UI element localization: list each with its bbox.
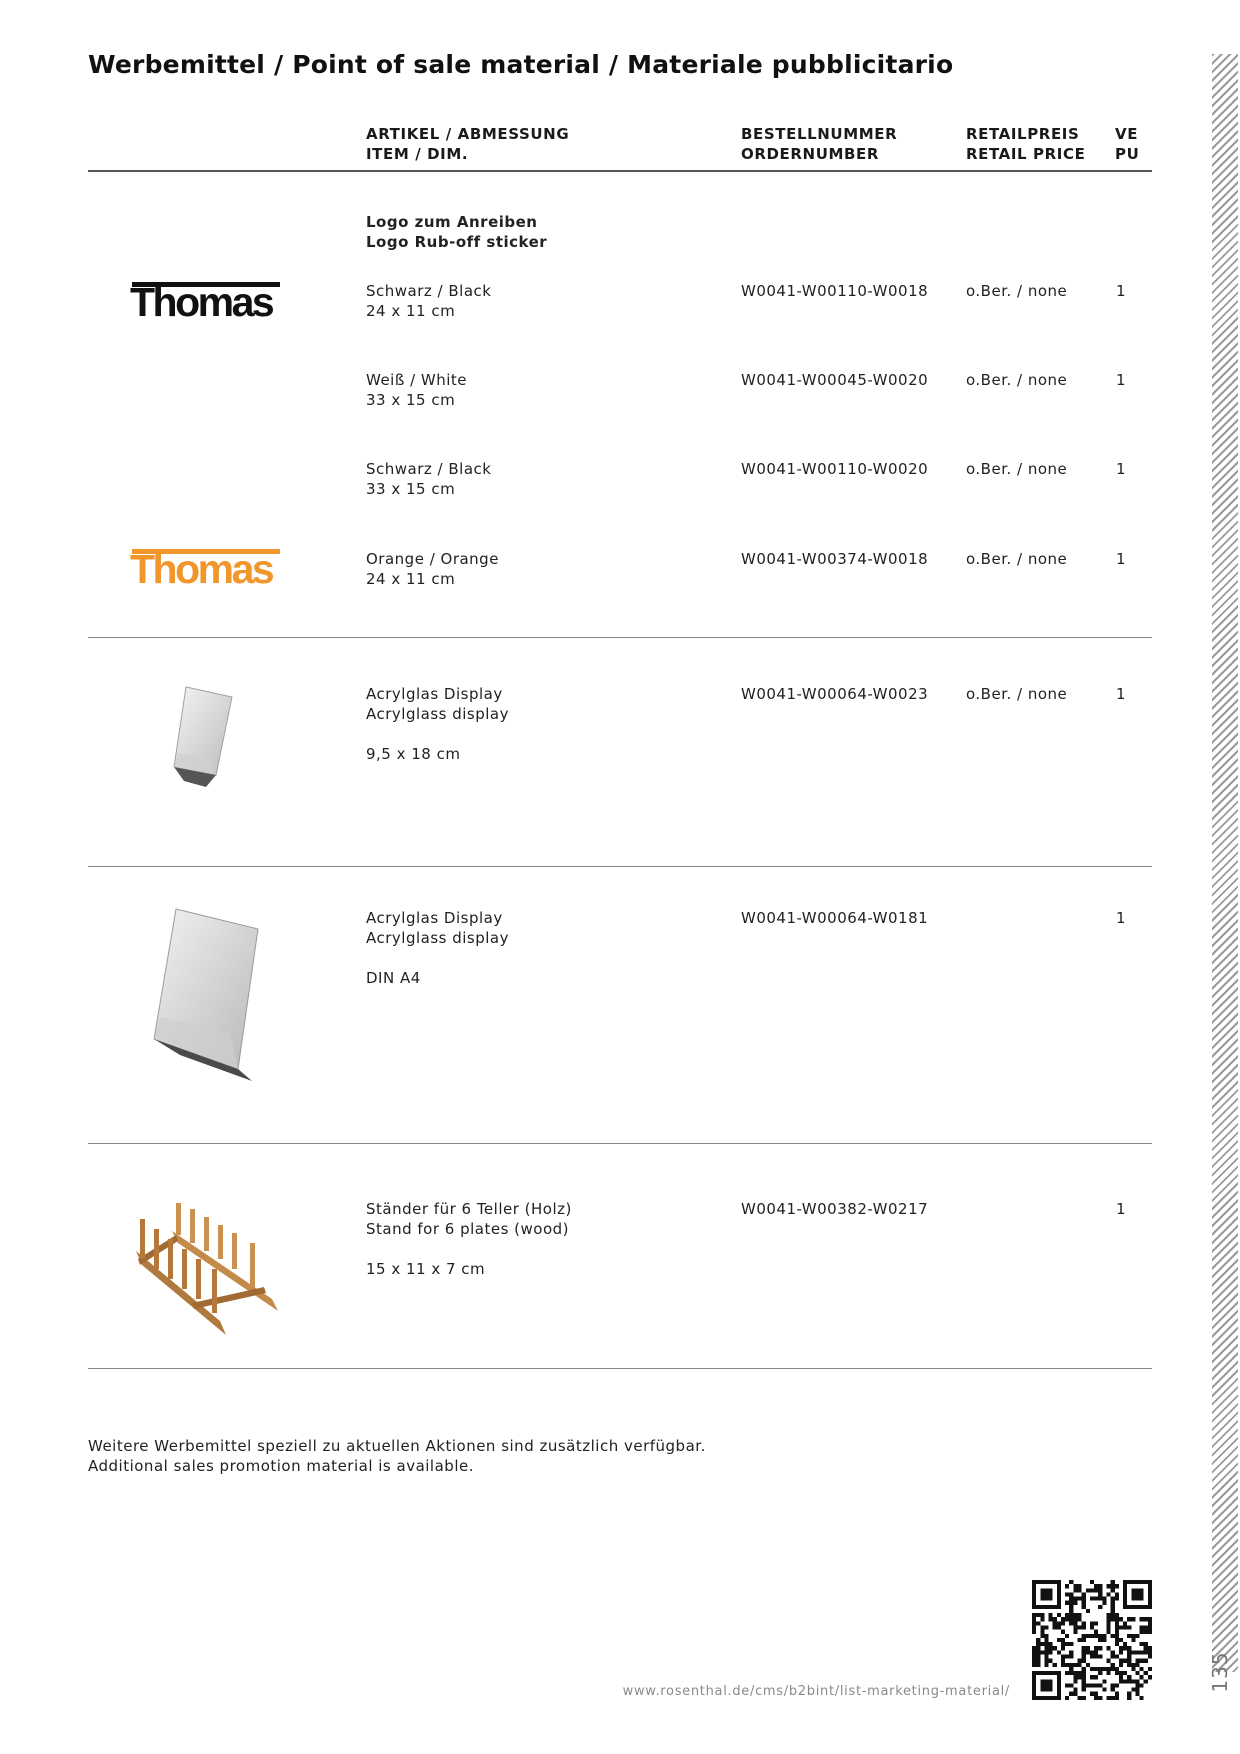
stand-order: W0041-W00382-W0217 xyxy=(741,1200,929,1218)
acryl-a4-order: W0041-W00064-W0181 xyxy=(741,909,929,927)
logo-row-3-order: W0041-W00110-W0020 xyxy=(741,460,929,478)
header-price xyxy=(966,124,1085,164)
logo-row-4-item: Orange / Orange xyxy=(366,550,499,568)
logo-row-4-order: W0041-W00374-W0018 xyxy=(741,550,929,568)
logo-row-3-item: Schwarz / Black xyxy=(366,460,492,478)
logo-text: Thomas xyxy=(130,279,273,325)
header-order-de: BESTELLNUMMER xyxy=(741,125,898,143)
logo-row-1-item: Schwarz / Black xyxy=(366,282,492,300)
section-divider xyxy=(88,1143,1152,1144)
footer-note xyxy=(88,1436,706,1476)
footer-line-de: Weitere Werbemittel speziell zu aktuellen Aktionen sind zusätzlich verfügbar. xyxy=(88,1437,706,1455)
logo-row-2-pu: 1 xyxy=(1116,371,1127,389)
page-title: Werbemittel / Point of sale material / Materiale pubblicitario xyxy=(88,50,954,79)
acryl-small-item-de: Acrylglas Display xyxy=(366,685,503,703)
header-pu-en: PU xyxy=(1115,145,1140,163)
logo-heading-en: Logo Rub-off sticker xyxy=(366,233,548,251)
qr-code[interactable] xyxy=(1032,1580,1152,1700)
plate-stand-image xyxy=(132,1203,282,1339)
acryl-a4-item-de: Acrylglas Display xyxy=(366,909,503,927)
acrylic-display-a4-image xyxy=(150,905,260,1081)
acryl-small-price: o.Ber. / none xyxy=(966,685,1068,703)
logo-text: Thomas xyxy=(130,546,273,592)
header-item-en: ITEM / DIM. xyxy=(366,145,469,163)
header-pu xyxy=(1115,124,1139,164)
page-number: 135 xyxy=(1208,1651,1232,1693)
logo-row-3-dim: 33 x 15 cm xyxy=(366,480,456,498)
thomas-logo-black xyxy=(130,280,282,324)
header-divider xyxy=(88,170,1152,172)
stand-item-en: Stand for 6 plates (wood) xyxy=(366,1220,570,1238)
logo-row-1-order: W0041-W00110-W0018 xyxy=(741,282,929,300)
logo-row-1-dim: 24 x 11 cm xyxy=(366,302,456,320)
stand-dim: 15 x 11 x 7 cm xyxy=(366,1260,486,1278)
acryl-small-order: W0041-W00064-W0023 xyxy=(741,685,929,703)
header-order xyxy=(741,124,897,164)
logo-row-2-price: o.Ber. / none xyxy=(966,371,1068,389)
decorative-stripe xyxy=(1212,54,1238,1672)
acryl-small-dim: 9,5 x 18 cm xyxy=(366,745,461,763)
acryl-small-pu: 1 xyxy=(1116,685,1127,703)
acrylic-display-small-image xyxy=(170,683,240,787)
header-pu-de: VE xyxy=(1115,125,1139,143)
header-item-de: ARTIKEL / ABMESSUNG xyxy=(366,125,570,143)
logo-row-2-dim: 33 x 15 cm xyxy=(366,391,456,409)
acryl-a4-item-en: Acrylglass display xyxy=(366,929,509,947)
header-order-en: ORDERNUMBER xyxy=(741,145,880,163)
logo-row-3-pu: 1 xyxy=(1116,460,1127,478)
acryl-small-item-en: Acrylglass display xyxy=(366,705,509,723)
header-price-en: RETAIL PRICE xyxy=(966,145,1086,163)
thomas-logo-orange xyxy=(130,547,282,591)
logo-row-1-price: o.Ber. / none xyxy=(966,282,1068,300)
acryl-a4-dim: DIN A4 xyxy=(366,969,421,987)
logo-row-2-order: W0041-W00045-W0020 xyxy=(741,371,929,389)
logo-heading-de: Logo zum Anreiben xyxy=(366,213,538,231)
section-divider xyxy=(88,866,1152,867)
logo-row-3-price: o.Ber. / none xyxy=(966,460,1068,478)
footer-line-en: Additional sales promotion material is available. xyxy=(88,1457,474,1475)
acryl-a4-pu: 1 xyxy=(1116,909,1127,927)
logo-row-4-dim: 24 x 11 cm xyxy=(366,570,456,588)
logo-row-4-price: o.Ber. / none xyxy=(966,550,1068,568)
section-divider xyxy=(88,1368,1152,1369)
header-item xyxy=(366,124,569,164)
logo-row-4-pu: 1 xyxy=(1116,550,1127,568)
stand-pu: 1 xyxy=(1116,1200,1127,1218)
stand-item-de: Ständer für 6 Teller (Holz) xyxy=(366,1200,572,1218)
footer-url[interactable]: www.rosenthal.de/cms/b2bint/list-marketing-material/ xyxy=(622,1684,1010,1699)
logo-row-2-item: Weiß / White xyxy=(366,371,468,389)
header-price-de: RETAILPREIS xyxy=(966,125,1080,143)
section-divider xyxy=(88,637,1152,638)
logo-row-1-pu: 1 xyxy=(1116,282,1127,300)
